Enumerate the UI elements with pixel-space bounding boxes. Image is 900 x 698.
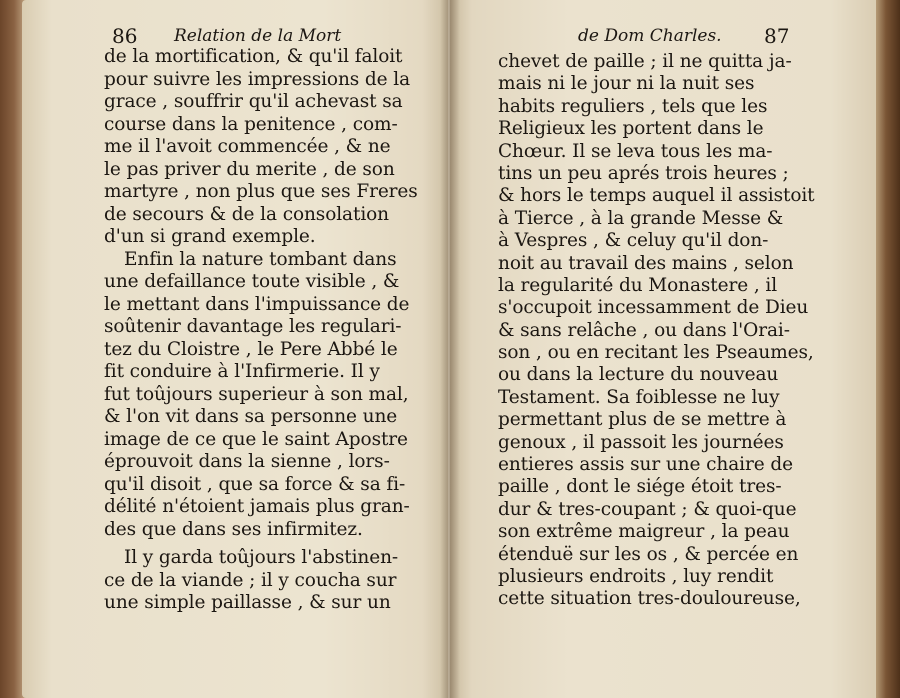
right-page-number: 87	[764, 24, 790, 48]
text-line: fit conduire à l'Infirmerie. Il y	[104, 361, 380, 382]
book-gutter	[440, 0, 460, 698]
text-line: le mettant dans l'impuissance de	[104, 293, 410, 315]
left-page	[22, 0, 448, 698]
text-line: grace , souffrir qu'il achevast sa	[104, 91, 403, 112]
text-line: & sans relâche , ou dans l'Orai-	[498, 319, 790, 341]
text-line: ce de la viande ; il y coucha sur	[104, 569, 397, 591]
left-page-number: 86	[112, 24, 138, 48]
text-line: Religieux les portent dans le	[498, 118, 764, 140]
text-line: noit au travail des mains , selon	[498, 252, 794, 274]
text-line: à Vespres , & celuy qu'il don-	[498, 230, 769, 252]
text-line: cette situation tres-douloureuse,	[498, 588, 801, 610]
right-page	[450, 0, 878, 698]
text-line: Chœur. Il se leva tous les ma-	[498, 140, 773, 162]
text-line: dur & tres-coupant ; & quoi-que	[498, 498, 797, 520]
text-line: son extrême maigreur , la peau	[498, 521, 790, 543]
right-text-block	[498, 51, 838, 611]
text-line: & hors le temps auquel il assistoit	[498, 185, 815, 207]
text-line: une defaillance toute visible , &	[104, 271, 400, 292]
text-line: entieres assis sur une chaire de	[498, 454, 793, 476]
text-line: permettant plus de se mettre à	[498, 409, 787, 431]
text-line: étenduë sur les os , & percée en	[498, 543, 799, 565]
right-running-head: de Dom Charles.	[578, 26, 722, 46]
text-line: chevet de paille ; il ne quitta ja-	[498, 51, 792, 72]
text-line: s'occupoit incessamment de Dieu	[498, 297, 809, 319]
text-line: à Tierce , à la grande Messe &	[498, 207, 784, 229]
text-line: ou dans la lecture du nouveau	[498, 364, 779, 386]
text-line: paille , dont le siége étoit tres-	[498, 476, 782, 498]
text-line: mais ni le jour ni la nuit ses	[498, 73, 755, 95]
text-line: des que dans ses infirmitez.	[104, 518, 363, 540]
text-line: la regularité du Monastere , il	[498, 274, 778, 296]
page-edges	[876, 0, 900, 698]
left-text-block	[104, 46, 422, 615]
text-line: Testament. Sa foiblesse ne luy	[498, 386, 780, 408]
text-line: le pas priver du merite , de son	[104, 158, 395, 180]
text-line: Il y garda toûjours l'abstinen-	[124, 547, 399, 568]
text-line: & l'on vit dans sa personne une	[104, 406, 398, 427]
text-line: image de ce que le saint Apostre	[104, 428, 408, 450]
text-line: pour suivre les impressions de la	[104, 68, 411, 90]
left-running-head: Relation de la Mort	[174, 26, 342, 46]
text-line: éprouvoit dans la sienne , lors-	[104, 451, 390, 472]
text-line: Enfin la nature tombant dans	[124, 248, 397, 270]
text-line: son , ou en recitant les Pseaumes,	[498, 342, 814, 364]
text-line: une simple paillasse , & sur un	[104, 592, 391, 613]
text-line: martyre , non plus que ses Freres	[104, 181, 418, 202]
text-line: tez du Cloistre , le Pere Abbé le	[104, 338, 398, 360]
text-line: de secours & de la consolation	[104, 203, 389, 225]
text-line: soûtenir davantage les regulari-	[104, 316, 402, 337]
text-line: plusieurs endroits , luy rendit	[498, 565, 774, 587]
text-line: genoux , il passoit les journées	[498, 431, 784, 453]
text-line: de la mortification, & qu'il faloit	[104, 46, 403, 67]
text-line: me il l'avoit commencée , & ne	[104, 136, 391, 157]
text-line: habits reguliers , tels que les	[498, 95, 768, 117]
text-line: d'un si grand exemple.	[104, 226, 316, 247]
text-line: course dans la penitence , com-	[104, 113, 398, 135]
text-line: délité n'étoient jamais plus gran-	[104, 496, 410, 517]
text-line: tins un peu aprés trois heures ;	[498, 162, 789, 184]
text-line: qu'il disoit , que sa force & sa fi-	[104, 473, 406, 495]
text-line: fut toûjours superieur à son mal,	[104, 383, 409, 405]
